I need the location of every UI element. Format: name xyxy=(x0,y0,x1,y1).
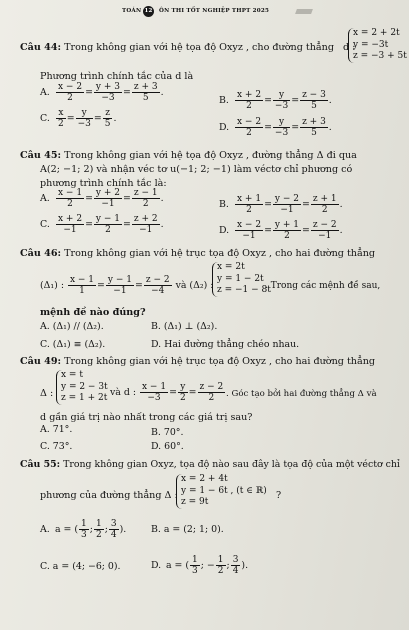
fraction: $\frac{x - 2}{2}$ xyxy=(57,82,83,103)
fraction: $\frac{x - 1}{-3}$ xyxy=(142,382,167,403)
q45-text1: Trong không gian với hệ tọa độ Oxyz , đường thẳng Δ đi qua xyxy=(64,150,357,161)
q49-sys-x: x = t xyxy=(61,370,83,380)
fraction: $\frac{x + 2}{2}$ xyxy=(236,90,262,111)
q44-text: Trong không gian với hệ tọa độ Oxyz , cho đường thẳng xyxy=(64,42,334,53)
q49-text: Trong không gian với hệ trục tọa độ Oxyz , cho hai đường thẳng xyxy=(64,356,376,367)
fraction: $\frac{x - 2}{2}$ xyxy=(236,117,262,138)
fraction: $\frac{1}{2}$ xyxy=(95,519,102,540)
q49-line3: d gần giá trị nào nhất trong các giá trị sau? xyxy=(40,412,253,423)
q46-option-b[interactable]: B. (Δ₁) ⊥ (Δ₂). xyxy=(151,321,218,332)
fraction: $\frac{z + 3}{5}$ xyxy=(133,82,158,103)
header-decoration xyxy=(295,9,313,14)
fraction: $\frac{1}{3}$ xyxy=(192,555,198,576)
fraction: $\frac{x - 1}{1}$ xyxy=(69,275,95,296)
q55-option-a[interactable]: A. a = ( $\frac{1}{3}$ ; $\frac{1}{2}$ ; $\frac{3}{4}$ ). xyxy=(40,519,127,540)
fraction: $\frac{y + 2}{-1}$ xyxy=(95,188,120,209)
q46-option-c[interactable]: C. (Δ₁) ≡ (Δ₂). xyxy=(40,339,106,350)
q55-system xyxy=(176,474,267,509)
q46-line2: (Δ₁) : $\frac{x - 1}{1}$ = $\frac{y - 1}{-1}$ = $\frac{z - 2}{-4}$ và (Δ₂) : xyxy=(40,275,214,296)
fraction: $\frac{y - 1}{2}$ xyxy=(95,214,120,235)
q44-sys-x: x = 2 + 2t xyxy=(353,28,400,38)
q45-option-a[interactable]: A. $\frac{x - 1}{2}$ = $\frac{y + 2}{-1}$ = $\frac{z - 1}{2}$ . xyxy=(40,188,164,209)
q45-stem xyxy=(20,150,357,162)
q55-stem xyxy=(20,459,400,471)
header-title: ÔN THI TỐT NGHIỆP THPT 2025 xyxy=(159,8,270,14)
q55-sys-x: x = 2 + 4t xyxy=(181,474,228,484)
q55-sys-z: z = 9t xyxy=(181,497,209,507)
q49-sys-z: z = 1 + 2t xyxy=(61,393,108,403)
fraction: $\frac{y - 1}{-1}$ xyxy=(107,275,132,296)
q49-delta-label: Δ : xyxy=(40,388,54,399)
q45-text2: A(2; −1; 2) và nhận véc tơ u(−1; 2; −1) làm véctơ chỉ phương có xyxy=(40,164,353,175)
q46-tail: . Trong các mệnh đề sau, xyxy=(265,281,381,291)
q46-label: Câu 46: xyxy=(20,248,62,259)
fraction: $\frac{3}{4}$ xyxy=(110,519,117,540)
q44-option-a[interactable]: A. $\frac{x - 2}{2}$ = $\frac{y + 3}{-3}$ = $\frac{z + 3}{5}$ . xyxy=(40,82,164,103)
q46-option-d[interactable]: D. Hai đường thẳng chéo nhau. xyxy=(151,339,300,350)
q49-tail: . Góc tạo bởi hai đường thẳng Δ và xyxy=(226,389,377,399)
q44-label: Câu 44: xyxy=(20,42,62,53)
fraction: $\frac{y}{-3}$ xyxy=(274,90,289,111)
q44-system xyxy=(348,28,407,63)
q46-text: Trong không gian với hệ trục tọa độ Oxyz , cho hai đường thẳng xyxy=(64,248,376,259)
fraction: $\frac{z - 3}{5}$ xyxy=(302,90,326,111)
fraction: $\frac{z + 2}{-1}$ xyxy=(133,214,158,235)
q45-text3: phương trình chính tắc là: xyxy=(40,178,167,189)
fraction: $\frac{y + 3}{-3}$ xyxy=(95,82,120,103)
fraction: $\frac{x - 1}{2}$ xyxy=(57,188,83,209)
fraction: $\frac{z - 2}{2}$ xyxy=(199,382,224,403)
q49-option-a[interactable]: A. 71°. xyxy=(40,424,73,435)
fraction: $\frac{y}{2}$ xyxy=(179,382,186,403)
fraction: $\frac{x - 2}{-1}$ xyxy=(236,220,262,241)
q49-option-c[interactable]: C. 73°. xyxy=(40,441,73,452)
q49-option-d[interactable]: D. 60°. xyxy=(151,441,184,452)
fraction: $\frac{y + 1}{2}$ xyxy=(274,220,299,241)
q46-stem xyxy=(20,248,375,260)
fraction: $\frac{z}{5}$ xyxy=(104,108,111,129)
fraction: $\frac{z + 3}{5}$ xyxy=(302,117,326,138)
q44-sys-z: z = −3 + 5t xyxy=(353,51,407,61)
q44-d-label: d : xyxy=(343,42,356,53)
q45-option-c[interactable]: C. $\frac{x + 2}{-1}$ = $\frac{y - 1}{2}$ = $\frac{z + 2}{-1}$ . xyxy=(40,214,164,235)
q44-option-d[interactable]: D. $\frac{x - 2}{2}$ = $\frac{y}{-3}$ = $\frac{z + 3}{5}$ . xyxy=(219,117,332,138)
q44-option-b[interactable]: B. $\frac{x + 2}{2}$ = $\frac{y}{-3}$ = $\frac{z - 3}{5}$ . xyxy=(219,90,332,111)
q44-option-c[interactable]: C. $\frac{x}{2}$ = $\frac{y}{-3}$ = $\frac{z}{5}$ . xyxy=(40,108,117,129)
q46-and: và (Δ₂) : xyxy=(175,280,214,291)
q44-stem xyxy=(20,42,355,54)
q55-text: Trong không gian Oxyz, tọa độ nào sau đây là tọa độ của một véctơ chỉ xyxy=(63,459,400,470)
q49-system xyxy=(56,370,108,405)
page-header xyxy=(0,8,409,22)
q49-stem xyxy=(20,356,375,368)
q55-option-c[interactable]: C. a = (4; −6; 0). xyxy=(40,561,121,572)
fraction: $\frac{y}{-3}$ xyxy=(77,108,91,129)
q46-line3: mệnh đề nào đúng? xyxy=(40,307,146,318)
fraction: $\frac{y - 2}{-1}$ xyxy=(274,194,299,215)
fraction: $\frac{1}{3}$ xyxy=(81,519,87,540)
q55-option-b[interactable]: B. a = (2; 1; 0). xyxy=(151,524,224,535)
q49-and-d: và d : xyxy=(110,387,137,398)
q55-label: Câu 55: xyxy=(20,459,61,470)
q46-option-a[interactable]: A. (Δ₁) // (Δ₂). xyxy=(40,321,104,332)
q55-question-mark: ? xyxy=(276,490,282,501)
q46-sys-y: y = 1 − 2t xyxy=(217,273,264,284)
q44-line2: Phương trình chính tắc của d là xyxy=(40,71,194,82)
q49-sys-y: y = 2 − 3t xyxy=(61,381,108,392)
q44-sys-y: y = −3t xyxy=(353,39,389,50)
q55-sys-y: y = 1 − 6t , (t ∈ ℝ) xyxy=(181,485,267,496)
q46-sys-z: z = −1 − 8t xyxy=(217,285,271,295)
q49-option-b[interactable]: B. 70°. xyxy=(151,427,184,438)
subject-label: TOÁN xyxy=(122,8,142,14)
q55-line2: phương của đường thẳng Δ : xyxy=(40,490,178,501)
fraction: $\frac{1}{2}$ xyxy=(217,555,224,576)
fraction: $\frac{x + 1}{2}$ xyxy=(236,194,262,215)
fraction: $\frac{3}{4}$ xyxy=(232,555,239,576)
fraction: $\frac{z + 1}{2}$ xyxy=(312,194,337,215)
q45-option-b[interactable]: B. $\frac{x + 1}{2}$ = $\frac{y - 2}{-1}$ = $\frac{z + 1}{2}$ . xyxy=(219,194,343,215)
q46-sys-x: x = 2t xyxy=(217,262,245,272)
q46-system xyxy=(212,262,271,297)
fraction: $\frac{x + 2}{-1}$ xyxy=(57,214,83,235)
fraction: $\frac{z - 2}{-1}$ xyxy=(312,220,337,241)
fraction: $\frac{y}{-3}$ xyxy=(274,117,289,138)
fraction: $\frac{x}{2}$ xyxy=(57,108,64,129)
q46-d1-label: (Δ₁) : xyxy=(40,280,64,291)
grade-badge: 12 xyxy=(143,6,154,17)
fraction: $\frac{z - 2}{-4}$ xyxy=(145,275,170,296)
q49-d-equation: và d : $\frac{x - 1}{-3}$ = $\frac{y}{2}$ = $\frac{z - 2}{2}$ xyxy=(110,382,224,403)
fraction: $\frac{z - 1}{2}$ xyxy=(133,188,158,209)
q45-option-d[interactable]: D. $\frac{x - 2}{-1}$ = $\frac{y + 1}{2}$ = $\frac{z - 2}{-1}$ . xyxy=(219,220,343,241)
q49-label: Câu 49: xyxy=(20,356,62,367)
q45-label: Câu 45: xyxy=(20,150,62,161)
q55-option-d[interactable]: D. a = ( $\frac{1}{3}$ ; − $\frac{1}{2}$ ; $\frac{3}{4}$ ). xyxy=(151,555,249,576)
